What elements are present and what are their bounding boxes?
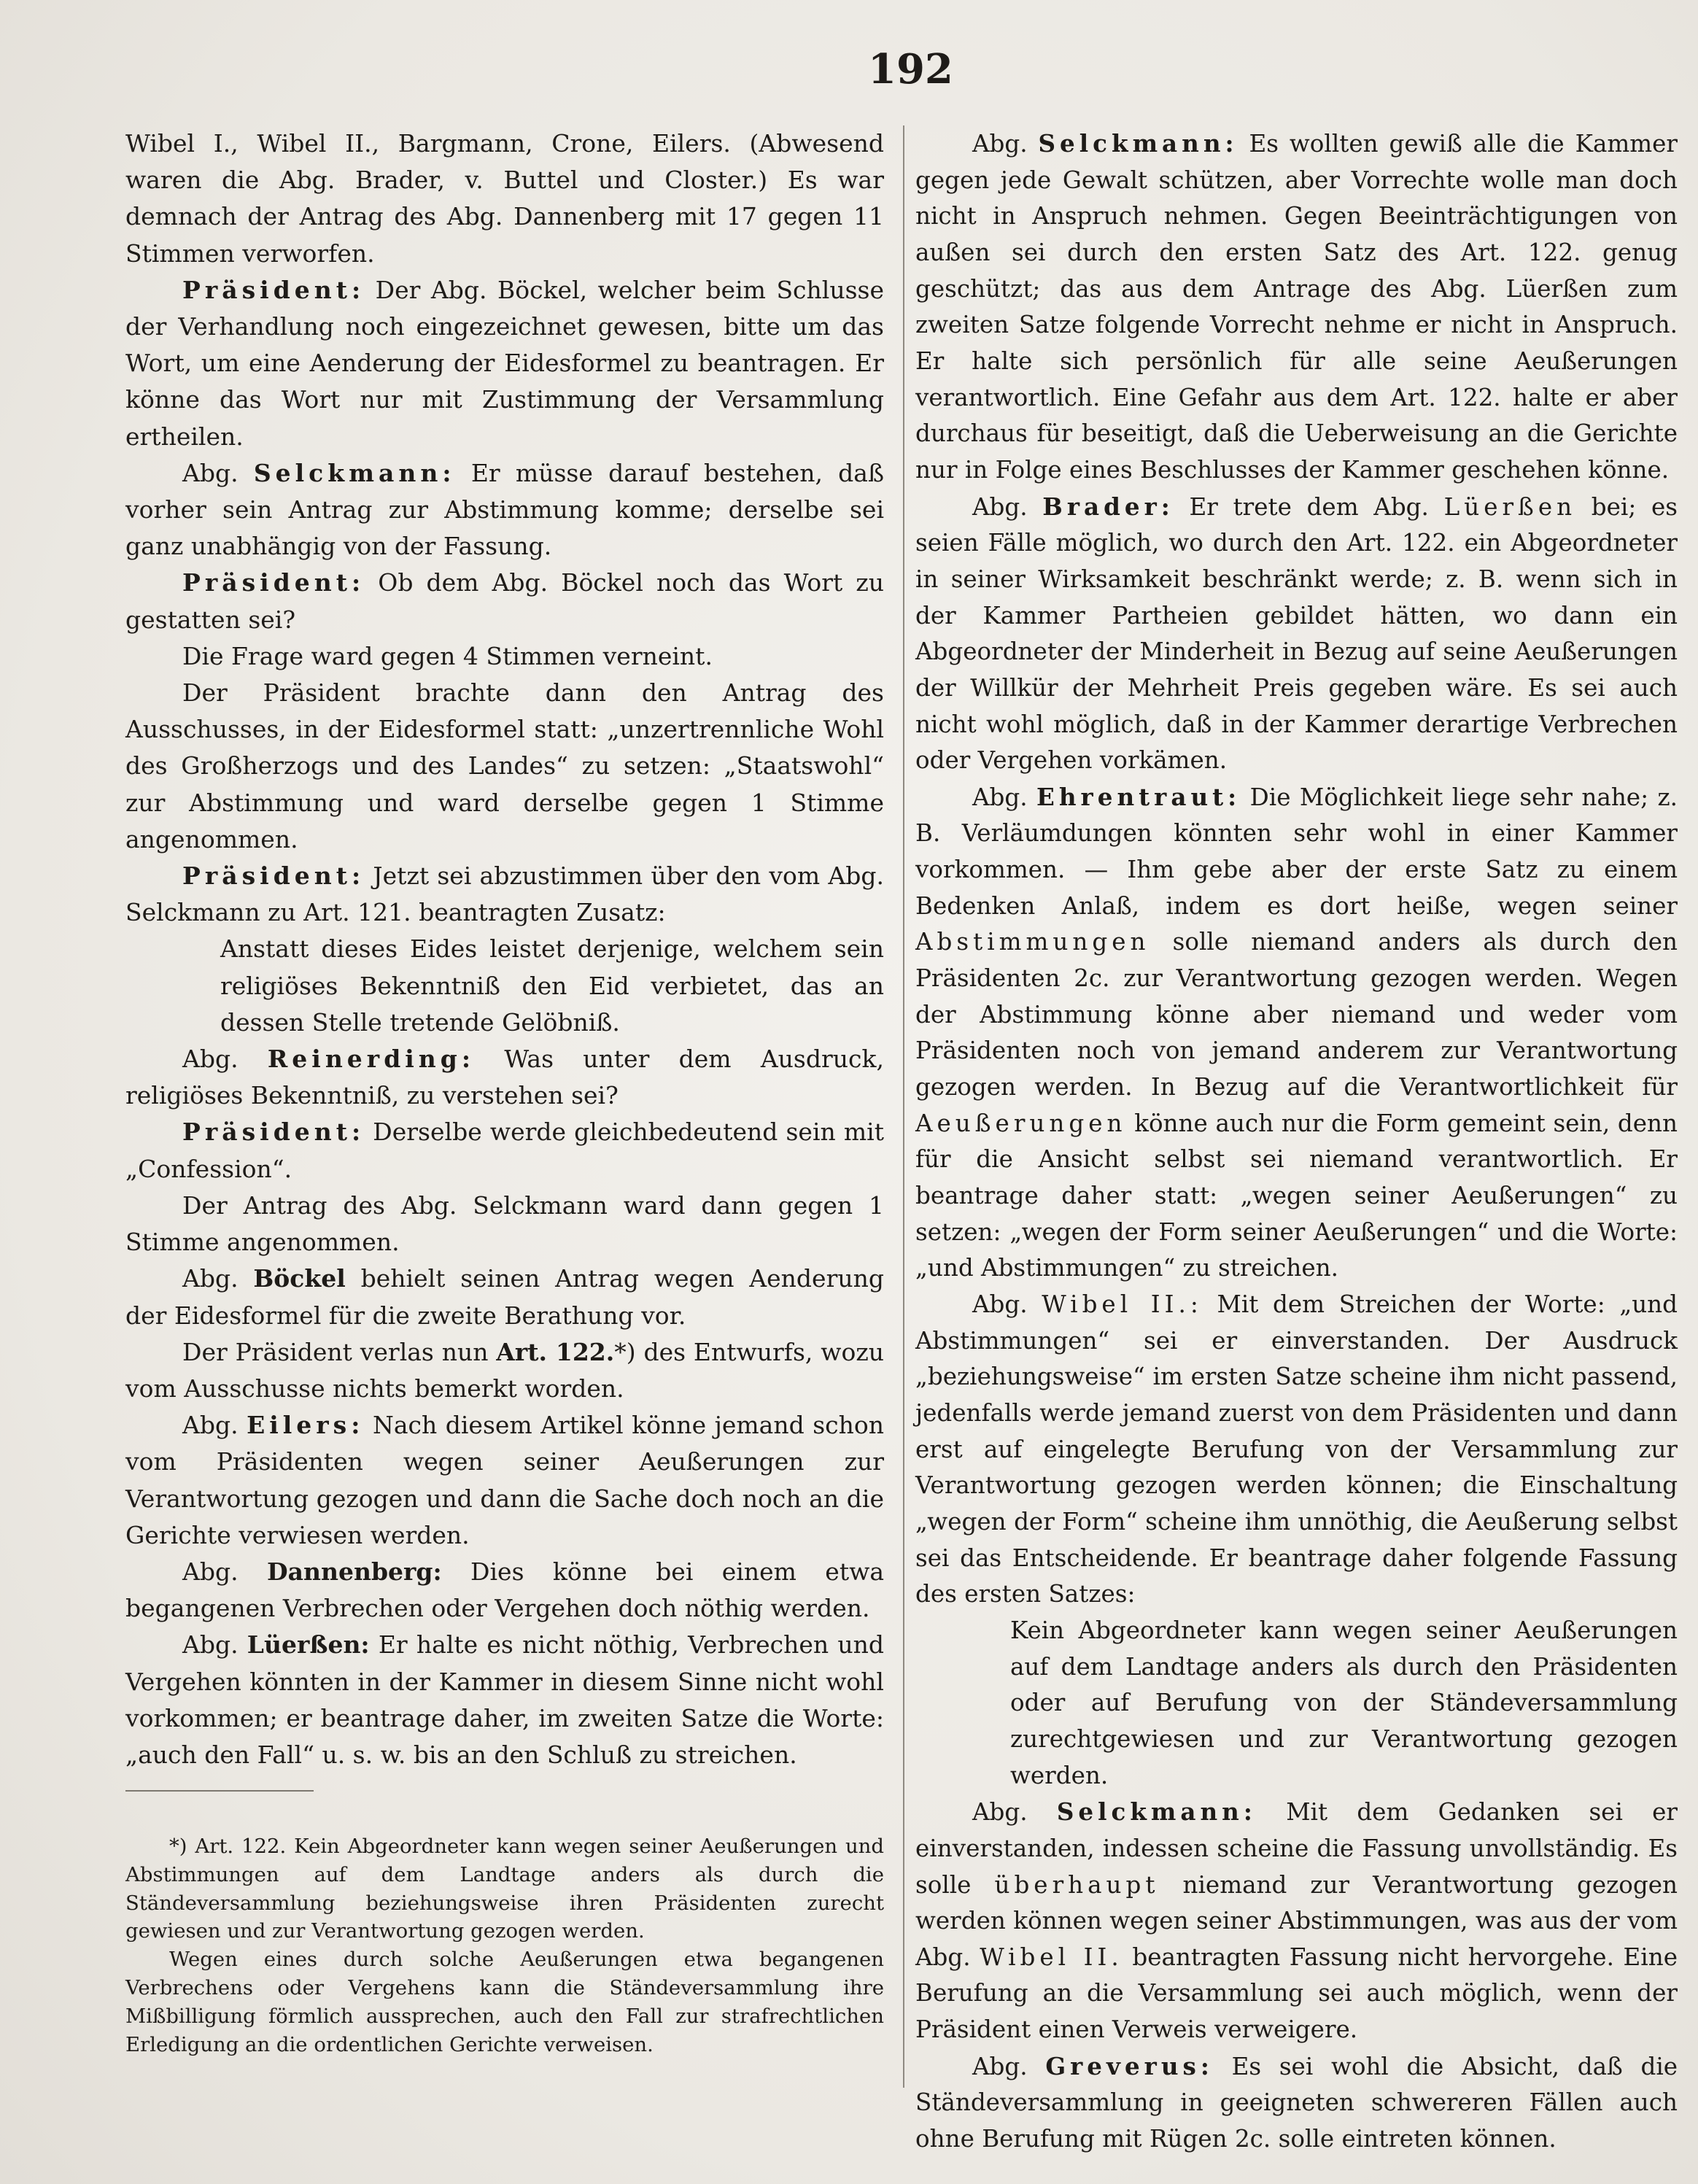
page-number: 192 (868, 45, 953, 93)
column-divider (903, 125, 904, 2088)
speech-text: Mit dem Gedanken sei er einverstanden, indessen scheine die Fassung unvollständig. Es solle (915, 1798, 1678, 1899)
speech-text: könne auch nur die Form gemeint sein, denn für die Ansicht selbst sei niemand verantwortlich. Er beantrage daher statt: „wegen seiner Aeußerungen“ zu setzen: „wegen der Form seiner Aeußerungen“ und die Worte: „und Abstimmungen“ zu streichen. (915, 1109, 1678, 1282)
speech-text: Mit dem Streichen der Worte: „und Abstimmungen“ sei er einverstanden. Der Ausdruck „beziehungsweise“ im ersten Satze scheine ihm nicht passend, jedenfalls werde jemand zuerst von dem Präsidenten und dann erst auf eingelegte Berufung von der Versammlung zur Verantwortung gezogen werden können; die Einschaltung „wegen der Form“ scheine ihm unnöthig, die Aeußerung selbst sei das Entscheidende. Er beantrage daher folgende Fassung des ersten Satzes: (915, 1290, 1678, 1608)
paragraph-dannenberg (125, 1554, 884, 1627)
speech-text: bei; es seien Fälle möglich, wo durch den Art. 122. ein Abgeordneter in seiner Wirksamkeit beschränkt werde; z. B. wenn sich in der Kammer Partheien gebildet hätten, wo dann ein Abgeordneter der Minderheit in Bezug auf seine Aeußerungen der Willkür der Mehrheit Preis gegeben wäre. Es sei auch nicht wohl möglich, daß in der Kammer derartige Verbrechen oder Vergehen vorkämen. (915, 492, 1678, 775)
paragraph-reinerding (125, 1041, 884, 1114)
speech-text: Der Präsident verlas nun (182, 1337, 489, 1366)
paragraph-praesident-2 (125, 565, 884, 638)
speaker-name: Selckmann: (1038, 129, 1238, 158)
speaker-name: Eilers: (247, 1411, 365, 1440)
speaker-name: Präsident: (182, 275, 365, 304)
footnote-paragraph-1 (125, 1832, 884, 1945)
speech-text: Es sei wohl die Absicht, daß die Ständeversammlung in geeigneten schwereren Fällen auch ohne Berufung mit Rügen 2c. solle eintreten können. (915, 2052, 1678, 2153)
speech-text: Dies könne bei einem etwa begangenen Verbrechen oder Vergehen doch nöthig werden. (125, 1557, 885, 1623)
speaker-prefix: Abg. (972, 783, 1028, 811)
speaker-prefix: Abg. (972, 1290, 1028, 1318)
speaker-name: Ehrentraut: (1036, 782, 1241, 811)
speaker-name: Präsident: (182, 861, 365, 891)
paragraph-vote: Die Frage ward gegen 4 Stimmen verneint. (182, 641, 713, 670)
paragraph-praesident-4 (125, 1114, 884, 1187)
paragraph-wibel (915, 1287, 1678, 1613)
article-reference: Art. 122. (496, 1337, 615, 1366)
emphasized-word: Aeußerungen (915, 1109, 1127, 1137)
speaker-prefix: Abg. (182, 1045, 239, 1074)
paragraph-ehrentraut (915, 779, 1678, 1287)
speech-text: *) des Entwurfs, wozu vom Ausschusse nichts bemerkt worden. (125, 1337, 884, 1403)
speaker-name: Reinerding: (267, 1045, 476, 1074)
speech-text: Die Möglichkeit liege sehr nahe; z. B. Verläumdungen könnten sehr wohl in einer Kammer vorkommen. — Ihm gebe aber der erste Satz zu einem Bedenken Anlaß, indem es dort heiße, wegen seiner (915, 783, 1678, 920)
speaker-prefix: Abg. (972, 492, 1028, 521)
speaker-name: Selckmann: (1056, 1797, 1257, 1827)
speech-text: solle niemand anders als durch den Präsidenten 2c. zur Verantwortung gezogen werden. Wegen der Abstimmung könne aber niemand und weder vom Präsidenten noch von jemand anderem zur Verantwortung gezogen werden. In Bezug auf die Verantwortlichkeit für (915, 928, 1678, 1101)
speech-text: Es wollten gewiß alle die Kammer gegen jede Gewalt schützen, aber Vorrechte wolle man doch nicht in Anspruch nehmen. Gegen Beeinträchtigungen von außen sei durch den ersten Satz des Art. 122. genug geschützt; das aus dem Antrage des Abg. Lüerßen zum zweiten Satze folgende Vorrecht nehme er nicht in Anspruch. Er halte sich persönlich für alle seine Aeußerungen verantwortlich. Eine Gefahr aus dem Art. 122. halte er aber durchaus für beseitigt, daß die Ueberweisung an die Gerichte nur in Folge eines Beschlusses der Kammer geschehen könne. (915, 130, 1678, 484)
left-column (125, 125, 884, 1773)
speech-text: Jetzt sei abzustimmen über den vom Abg. Selckmann zu Art. 121. beantragten Zusatz: (125, 861, 884, 927)
speech-text: Nach diesem Artikel könne jemand schon vom Präsidenten wegen seiner Aeußerungen zur Verantwortung gezogen und dann die Sache doch noch an die Gerichte verwiesen werden. (125, 1411, 884, 1549)
speech-text: niemand zur Verantwortung gezogen werden können wegen seiner Abstimmungen, was aus der vom Abg. (915, 1870, 1678, 1971)
speaker-name: Dannenberg: (266, 1557, 442, 1586)
paragraph-vote-result: Wibel I., Wibel II., Bargmann, Crone, Eilers. (Abwesend waren die Abg. Brader, v. Buttel und Closter.) Es war demnach der Antrag des Abg. Dannenberg mit 17 gegen 11 Stimmen verworfen. (125, 129, 884, 268)
right-column (915, 125, 1678, 2158)
paragraph-selckmann-3 (915, 1794, 1678, 2048)
footnote-text: Kein Abgeordneter kann wegen seiner Aeußerungen und Abstimmungen auf dem Landtage anders als durch die Ständeversammlung beziehungsweise ihren Präsidenten zurecht gewiesen und zur Verantwortung gezogen werden. (125, 1835, 884, 1943)
speaker-prefix: Abg. (182, 1264, 239, 1293)
paragraph-eilers (125, 1407, 884, 1554)
speaker-name: Wibel II.: (1042, 1290, 1203, 1318)
paragraph-eidesformel: Der Präsident brachte dann den Antrag des Ausschusses, in der Eidesformel statt: „unzertrennliche Wohl des Großherzogs und des Landes“ zu setzen: „Staatswohl“ zur Abstimmung und ward derselbe gegen 1 Stimme angenommen. (125, 678, 884, 853)
paragraph-praesident-1 (125, 272, 884, 455)
footnote-rule (125, 1790, 314, 1792)
speaker-name: Präsident: (182, 568, 365, 597)
footnote (125, 1832, 884, 2059)
speaker-name: Selckmann: (253, 458, 456, 487)
paragraph-praesident-3 (125, 858, 884, 931)
speaker-prefix: Abg. (182, 1630, 239, 1660)
speaker-name: Böckel (253, 1264, 346, 1293)
emphasized-word: Abstimmungen (915, 928, 1150, 956)
paragraph-selckmann-vote: Der Antrag des Abg. Selckmann ward dann gegen 1 Stimme angenommen. (125, 1190, 884, 1257)
paragraph-selckmann-2 (915, 125, 1678, 489)
speaker-name: Präsident: (182, 1118, 365, 1147)
speech-text: beantragten Fassung nicht hervorgehe. Eine Berufung an die Versammlung sei auch möglich, wenn der Präsident einen Verweis verweigere. (915, 1943, 1678, 2044)
speech-text: Was unter dem Ausdruck, religiöses Bekenntniß, zu verstehen sei? (125, 1045, 884, 1110)
paragraph-luerssen (125, 1627, 884, 1773)
speaker-prefix: Abg. (972, 2052, 1028, 2080)
speaker-prefix: Abg. (972, 1798, 1028, 1827)
speech-text: Der Abg. Böckel, welcher beim Schlusse der Verhandlung noch eingezeichnet gewesen, bitte um das Wort, um eine Aenderung der Eidesformel zu beantragen. Er könne das Wort nur mit Zustimmung der Versammlung ertheilen. (125, 275, 884, 451)
paragraph-art-122 (125, 1334, 884, 1407)
referenced-name: Wibel II. (980, 1943, 1123, 1971)
speech-text: Er trete dem Abg. (1189, 492, 1429, 521)
paragraph-greverus (915, 2048, 1678, 2158)
speaker-prefix: Abg. (972, 130, 1028, 158)
speaker-name: Brader: (1042, 492, 1174, 521)
speech-text: behielt seinen Antrag wegen Aenderung der Eidesformel für die zweite Berathung vor. (125, 1264, 884, 1330)
speaker-prefix: Abg. (182, 458, 239, 487)
footnote-paragraph-2: Wegen eines durch solche Aeußerungen etwa begangenen Verbrechens oder Vergehens kann die Ständeversammlung ihre Mißbilligung förmlich aussprechen, auch den Fall zur strafrechtlichen Erledigung an die ordentlichen Gerichte verweisen. (125, 1948, 884, 2056)
speech-text: Er halte es nicht nöthig, Verbrechen und Vergehen könnten in der Kammer in diesem Sinne nicht wohl vorkommen; er beantrage daher, im zweiten Satze die Worte: „auch den Fall“ u. s. w. bis an den Schluß zu streichen. (125, 1630, 884, 1769)
referenced-name: Lüerßen (1443, 492, 1577, 521)
speaker-name: Greverus: (1045, 2051, 1214, 2080)
speaker-prefix: Abg. (182, 1411, 239, 1440)
paragraph-boeckel (125, 1261, 884, 1333)
quoted-amendment: Anstatt dieses Eides leistet derjenige, welchem sein religiöses Bekenntniß den Eid verbietet, das an dessen Stelle tretende Gelöbniß. (220, 934, 884, 1037)
speech-text: Derselbe werde gleichbedeutend sein mit „Confession“. (125, 1118, 884, 1183)
emphasized-word: überhaupt (994, 1870, 1160, 1899)
footnote-marker: *) Art. 122. (169, 1835, 287, 1858)
paragraph-brader (915, 489, 1678, 779)
speech-text: Ob dem Abg. Böckel noch das Wort zu gestatten sei? (125, 568, 884, 634)
speaker-prefix: Abg. (182, 1557, 239, 1586)
paragraph-selckmann-1 (125, 455, 884, 565)
speech-text: Er müsse darauf bestehen, daß vorher sein Antrag zur Abstimmung komme; derselbe sei ganz unabhängig von der Fassung. (125, 458, 885, 561)
speaker-name: Lüerßen: (247, 1630, 370, 1660)
quoted-proposal: Kein Abgeordneter kann wegen seiner Aeußerungen auf dem Landtage anders als durch den Präsidenten oder auf Berufung von der Ständeversammlung zurechtgewiesen und zur Verantwortung gezogen werden. (1010, 1616, 1678, 1789)
